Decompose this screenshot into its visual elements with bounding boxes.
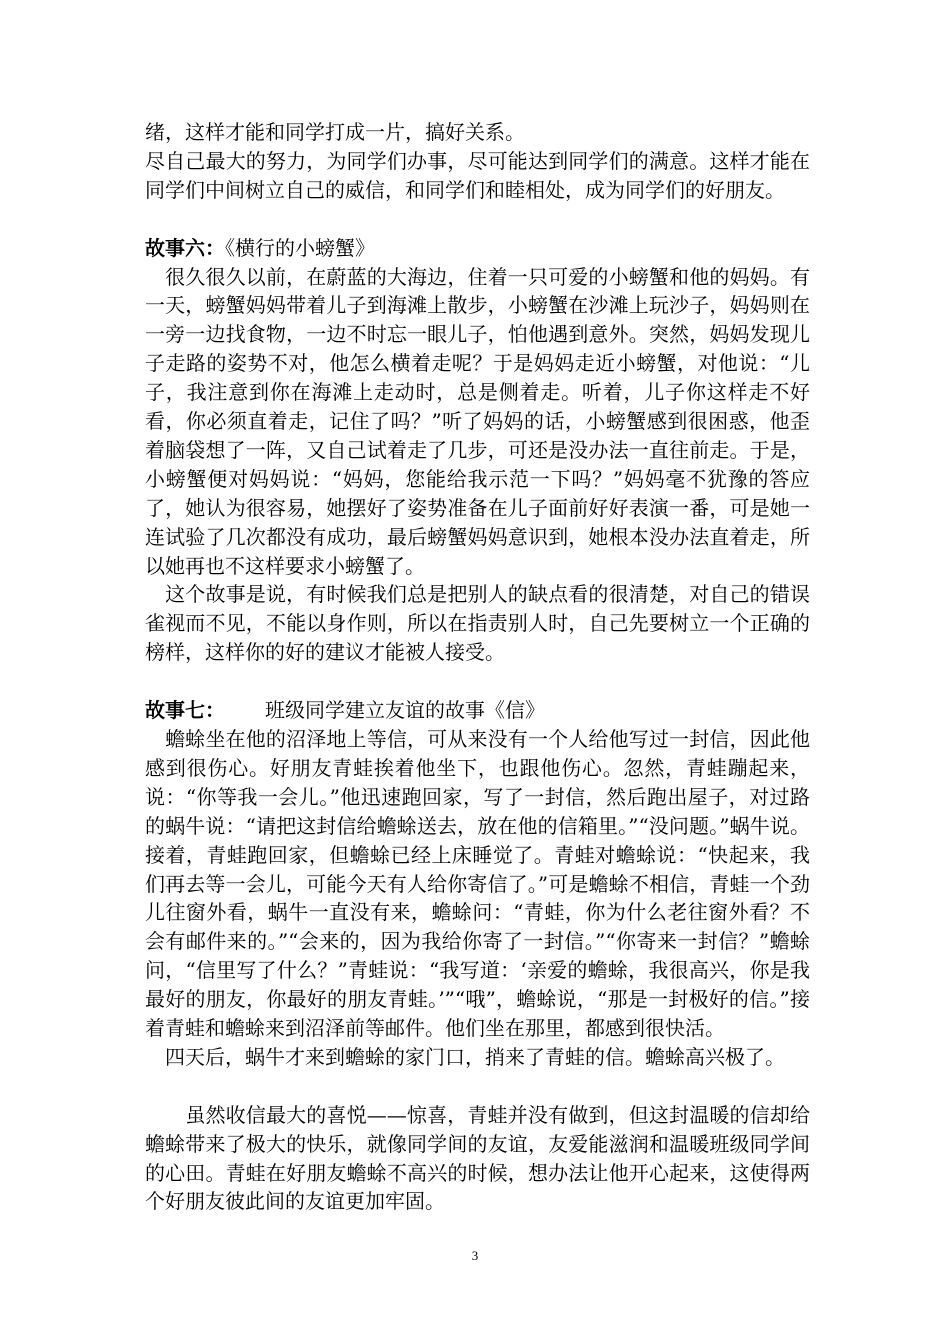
page-number: 3: [471, 1248, 479, 1263]
story6-title: 《横行的小螃蟹》: [225, 235, 375, 260]
page-body: [145, 118, 810, 1216]
story7-paragraph-2: 四天后，蜗牛才来到蟾蜍的家门口，捎来了青蛙的信。蟾蜍高兴极了。: [145, 1044, 785, 1069]
story6-label: 故事六：: [145, 235, 225, 260]
section-gap: [145, 1072, 810, 1101]
section-gap: [145, 667, 810, 696]
story7-paragraph-1: 蟾蜍坐在他的沼泽地上等信，可从来没有一个人给他写过一封信，因此他感到很伤心。好朋友青蛙挨着他坐下，也跟他伤心。忽然，青蛙蹦起来，说：“你等我一会儿。”他迅速跑回家，写了一封信，然后跑出屋子，对过路的蜗牛说：“请把这封信给蟾蜍送去，放在他的信箱里。”“没问题。”蜗牛说。接着，青蛙跑回家，但蟾蜍已经上床睡觉了。青蛙对蟾蜍说：“快起来，我们再去等一会儿，可能今天有人给你寄信了。”可是蟾蜍不相信，青蛙一个劲儿往窗外看，蜗牛一直没有来，蟾蜍问：“青蛙，你为什么老往窗外看？不会有邮件来的。”“会来的，因为我给你寄了一封信。”“你寄来一封信？”蟾蜍问，“信里写了什么？”青蛙说：“我写道：‘亲爱的蟾蜍，我很高兴，你是我最好的朋友，你最好的朋友青蛙。’”“哦”，蟾蜍说，“那是一封极好的信。”接着青蛙和蟾蜍来到沼泽前等邮件。他们坐在那里，都感到很快活。: [145, 727, 810, 1041]
story7-title: 班级同学建立友谊的故事《信》: [265, 698, 545, 723]
intro-paragraph-1: 绪，这样才能和同学打成一片，搞好关系。: [145, 120, 525, 144]
section-gap: [145, 205, 810, 234]
intro-paragraph-2: 尽自己最大的努力，为同学们办事，尽可能达到同学们的满意。这样才能在同学们中间树立自己的威信，和同学们和睦相处，成为同学们的好朋友。: [145, 148, 810, 202]
story6-paragraph-2: 这个故事是说，有时候我们总是把别人的缺点看的很清楚，对自己的错误雀视而不见，不能以身作则，所以在指责别人时，自己先要树立一个正确的榜样，这样你的好的建议才能被人接受。: [145, 582, 810, 665]
story7-heading: [145, 696, 810, 725]
story6-heading: [145, 234, 810, 263]
story6-paragraph-1: 很久很久以前，在蔚蓝的大海边，住着一只可爱的小螃蟹和他的妈妈。有一天，螃蟹妈妈带着儿子到海滩上散步，小螃蟹在沙滩上玩沙子，妈妈则在一旁一边找食物，一边不时忘一眼儿子，怕他遇到意外。突然，妈妈发现儿子走路的姿势不对，他怎么横着走呢？于是妈妈走近小螃蟹，对他说：“儿子，我注意到你在海滩上走动时，总是侧着走。听着，儿子你这样走不好看，你必须直着走，记住了吗？”听了妈妈的话，小螃蟹感到很困惑，他歪着脑袋想了一阵，又自己试着走了几步，可还是没办法一直往前走。于是，小螃蟹便对妈妈说：“妈妈，您能给我示范一下吗？”妈妈毫不犹豫的答应了，她认为很容易，她摆好了姿势准备在儿子面前好好表演一番，可是她一连试验了几次都没有成功，最后螃蟹妈妈意识到，她根本没办法直着走，所以她再也不这样要求小螃蟹了。: [145, 264, 810, 578]
story7-label: 故事七：: [145, 698, 225, 723]
story7-paragraph-3: 虽然收信最大的喜悦——惊喜，青蛙并没有做到，但这封温暖的信却给蟾蜍带来了极大的快乐，就像同学间的友谊，友爱能滋润和温暖班级同学间的心田。青蛙在好朋友蟾蜍不高兴的时候，想办法让他开心起来，这使得两个好朋友彼此间的友谊更加牢固。: [145, 1102, 810, 1214]
